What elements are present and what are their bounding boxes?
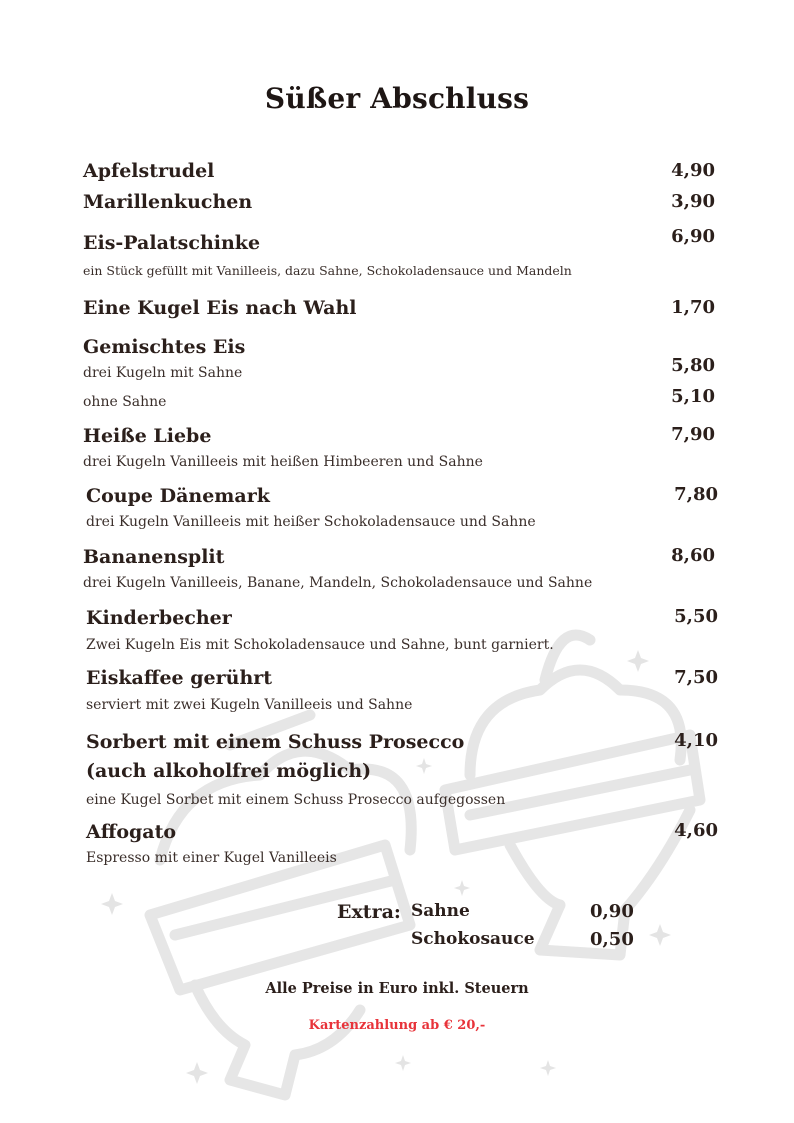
item-name: Eiskaffee gerührt <box>86 667 273 689</box>
extra-name: Sahne <box>411 901 470 921</box>
item-name: Affogato <box>86 821 177 843</box>
item-name: Eis-Palatschinke <box>83 232 261 254</box>
item-price: 5,50 <box>674 606 718 627</box>
item-description: drei Kugeln Vanilleeis mit heißen Himbeeren und Sahne <box>83 454 483 470</box>
card-payment-note: Kartenzahlung ab € 20,- <box>308 1018 486 1033</box>
item-price: 4,90 <box>671 160 715 181</box>
item-description: drei Kugeln Vanilleeis, Banane, Mandeln, Schokoladensauce und Sahne <box>83 575 593 591</box>
item-price: 6,90 <box>671 226 715 247</box>
item-name: Heiße Liebe <box>83 425 212 447</box>
item-price: 4,10 <box>674 730 718 751</box>
item-name: Sorbert mit einem Schuss Prosecco <box>86 731 465 753</box>
item-name: Eine Kugel Eis nach Wahl <box>83 297 357 319</box>
item-price: 5,80 <box>671 355 715 376</box>
item-name: Marillenkuchen <box>83 191 253 213</box>
extra-price: 0,90 <box>590 901 634 922</box>
item-description: eine Kugel Sorbet mit einem Schuss Prosecco aufgegossen <box>86 792 506 808</box>
item-name: Coupe Dänemark <box>86 485 270 507</box>
item-description: drei Kugeln Vanilleeis mit heißer Schokoladensauce und Sahne <box>86 514 536 530</box>
item-price: 1,70 <box>671 297 715 318</box>
item-description: Espresso mit einer Kugel Vanilleeis <box>86 850 337 866</box>
item-name: Apfelstrudel <box>83 160 215 182</box>
item-description: ohne Sahne <box>83 394 167 410</box>
item-description: serviert mit zwei Kugeln Vanilleeis und Sahne <box>86 697 413 713</box>
item-name: Bananensplit <box>83 546 225 568</box>
item-name: Kinderbecher <box>86 607 232 629</box>
prices-note: Alle Preise in Euro inkl. Steuern <box>265 980 529 997</box>
extra-price: 0,50 <box>590 929 634 950</box>
item-price: 3,90 <box>671 191 715 212</box>
item-description: ein Stück gefüllt mit Vanilleeis, dazu Sahne, Schokoladensauce und Mandeln <box>83 263 572 278</box>
item-price: 8,60 <box>671 545 715 566</box>
item-price: 4,60 <box>674 820 718 841</box>
item-price: 7,90 <box>671 424 715 445</box>
item-price: 5,10 <box>671 386 715 407</box>
item-price: 7,50 <box>674 667 718 688</box>
item-description: drei Kugeln mit Sahne <box>83 365 243 381</box>
item-description: Zwei Kugeln Eis mit Schokoladensauce und Sahne, bunt garniert. <box>86 637 554 653</box>
item-name-note: (auch alkoholfrei möglich) <box>86 760 372 782</box>
extra-name: Schokosauce <box>411 929 535 949</box>
page-title: Süßer Abschluss <box>264 82 530 115</box>
item-name: Gemischtes Eis <box>83 336 246 358</box>
extras-label: Extra: <box>337 901 401 923</box>
item-price: 7,80 <box>674 484 718 505</box>
